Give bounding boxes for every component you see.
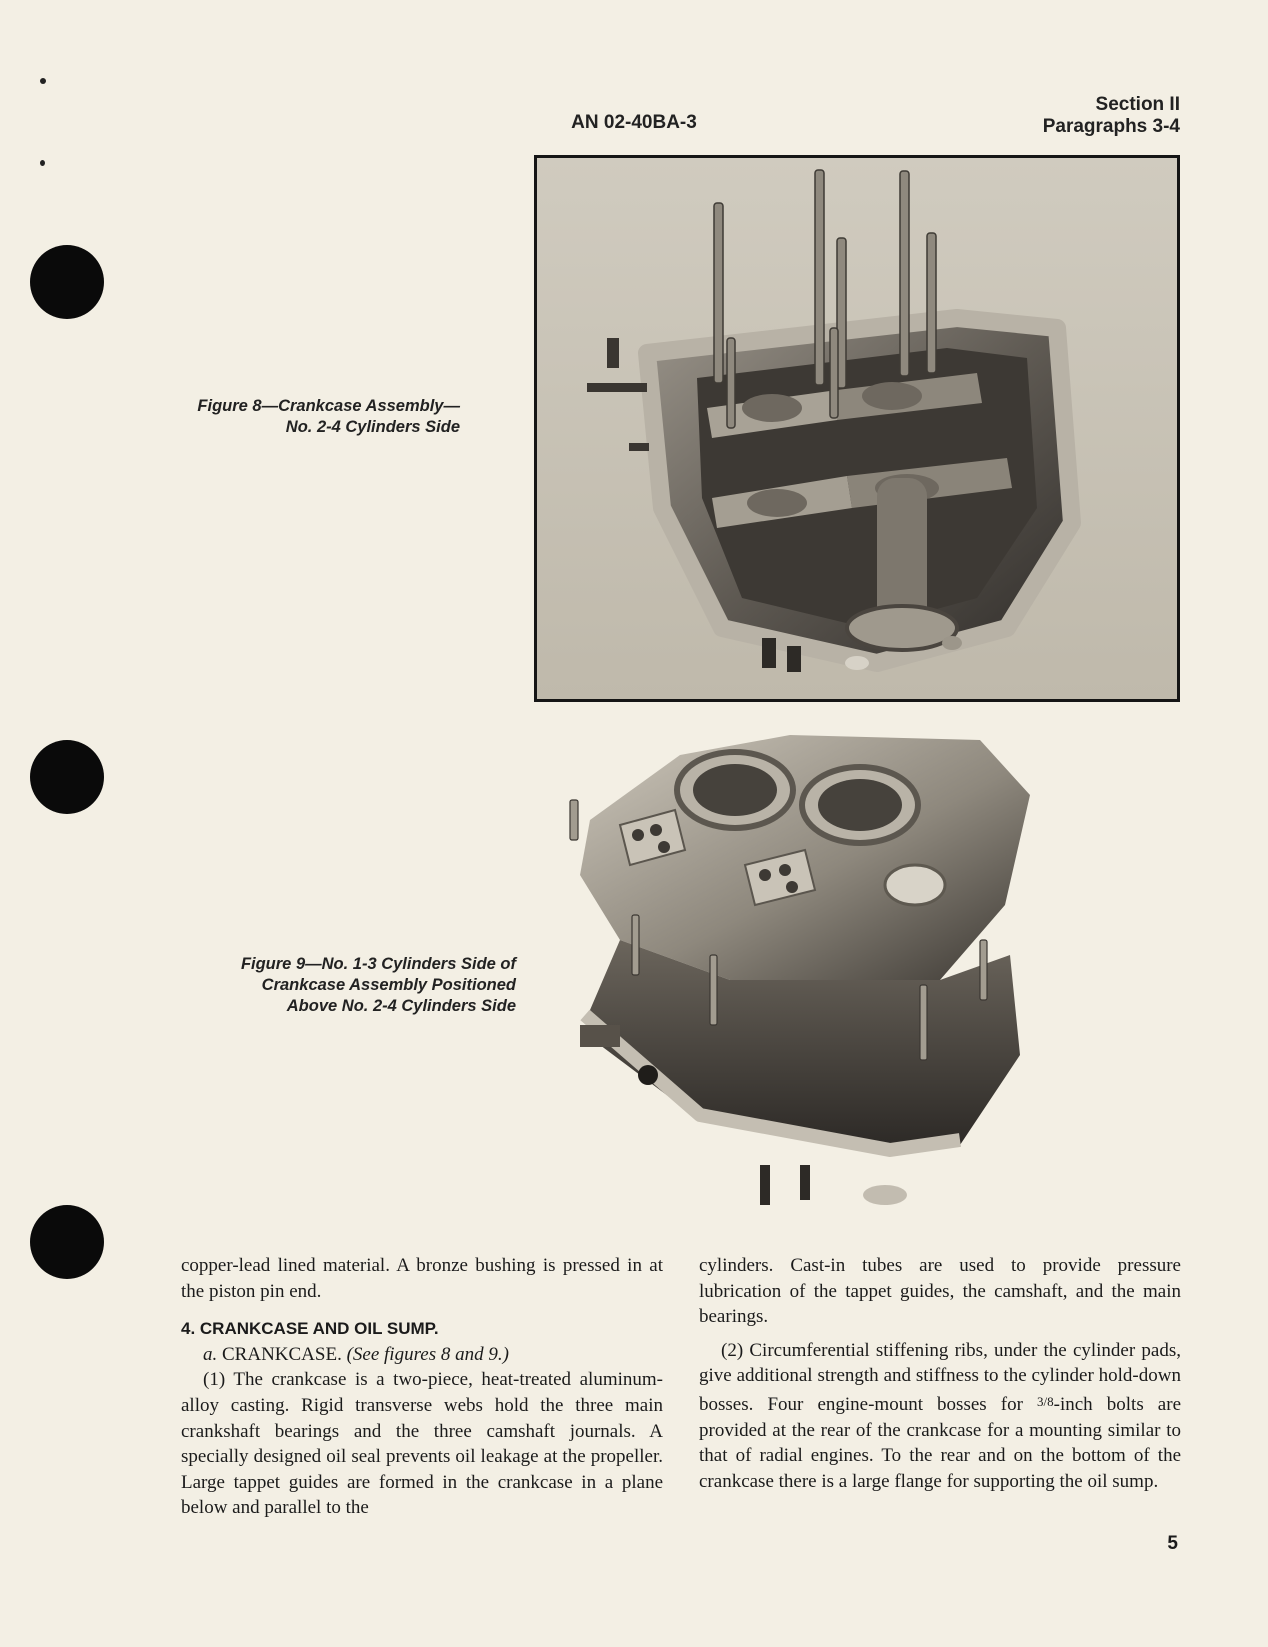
- figure-8-photo: [534, 155, 1180, 702]
- figure-8-caption: [197, 396, 460, 438]
- crankcase-assembly-illustration: [560, 725, 1070, 1220]
- fraction-three-eighths: 3/8: [1037, 1393, 1054, 1409]
- speck: [40, 160, 45, 166]
- subsection-title: CRANKCASE.: [222, 1343, 342, 1365]
- punch-hole-top: [30, 245, 104, 319]
- paragraph-2-start: (2) Circumferential stiffening ribs, under the cylinder pads, give additional strength and stiffness to the cylinder hold-down bosses. Four engine-mount bosses for: [699, 1339, 1181, 1415]
- document-number: AN 02-40BA-3: [571, 112, 697, 133]
- page-number: 5: [1167, 1533, 1178, 1554]
- figure-9-caption-line-2: Crankcase Assembly Positioned: [261, 976, 516, 994]
- text-column-right: [699, 1253, 1181, 1494]
- section-heading: 4. CRANKCASE AND OIL SUMP.: [181, 1319, 439, 1339]
- figure-9-caption-line-1: Figure 9—No. 1-3 Cylinders Side of: [240, 955, 516, 973]
- section-label: Section II: [1095, 94, 1180, 115]
- figure-9-caption: [241, 954, 516, 1017]
- text-column-left: [181, 1253, 663, 1521]
- paragraph-2-end: -inch bolts are provided at the rear of the crankcase for a mounting similar to that of radial engines. To the rear and on the bottom of the crankcase there is a large flange for supporting the oil sump.: [699, 1393, 1182, 1492]
- figure-9-caption-line-3: Above No. 2-4 Cylinders Side: [286, 997, 516, 1015]
- figure-9-photo: [560, 725, 1070, 1220]
- paragraph-2: [699, 1338, 1181, 1495]
- figure-8-caption-line-1: Figure 8—Crankcase Assembly—: [197, 397, 460, 415]
- figure-reference: (See figures 8 and 9.): [346, 1343, 509, 1365]
- subsection-heading: [181, 1342, 663, 1368]
- punch-hole-middle: [30, 740, 104, 814]
- section-reference: [1043, 94, 1180, 138]
- paragraphs-label: Paragraphs 3-4: [1042, 116, 1180, 137]
- crankcase-half-illustration: [537, 158, 1177, 699]
- punch-hole-bottom: [30, 1205, 104, 1279]
- paragraph-continuation: copper-lead lined material. A bronze bushing is pressed in at the piston pin end.: [181, 1255, 663, 1302]
- paragraph-1-part-1: (1) The crankcase is a two-piece, heat-treated aluminum-alloy casting. Rigid transverse webs hold the three main crankshaft bearings and the three camshaft journals. A specially designed oil seal prevents oil leakage at the propeller. Large tappet guides are formed in the crankcase in a plane below and parallel to the: [181, 1369, 663, 1519]
- paragraph-1-part-2: cylinders. Cast-in tubes are used to provide pressure lubrication of the tappet guides, the camshaft, and the main bearings.: [699, 1255, 1181, 1328]
- speck: [40, 78, 46, 84]
- figure-8-caption-line-2: No. 2-4 Cylinders Side: [285, 418, 460, 436]
- subsection-letter: a.: [203, 1343, 218, 1365]
